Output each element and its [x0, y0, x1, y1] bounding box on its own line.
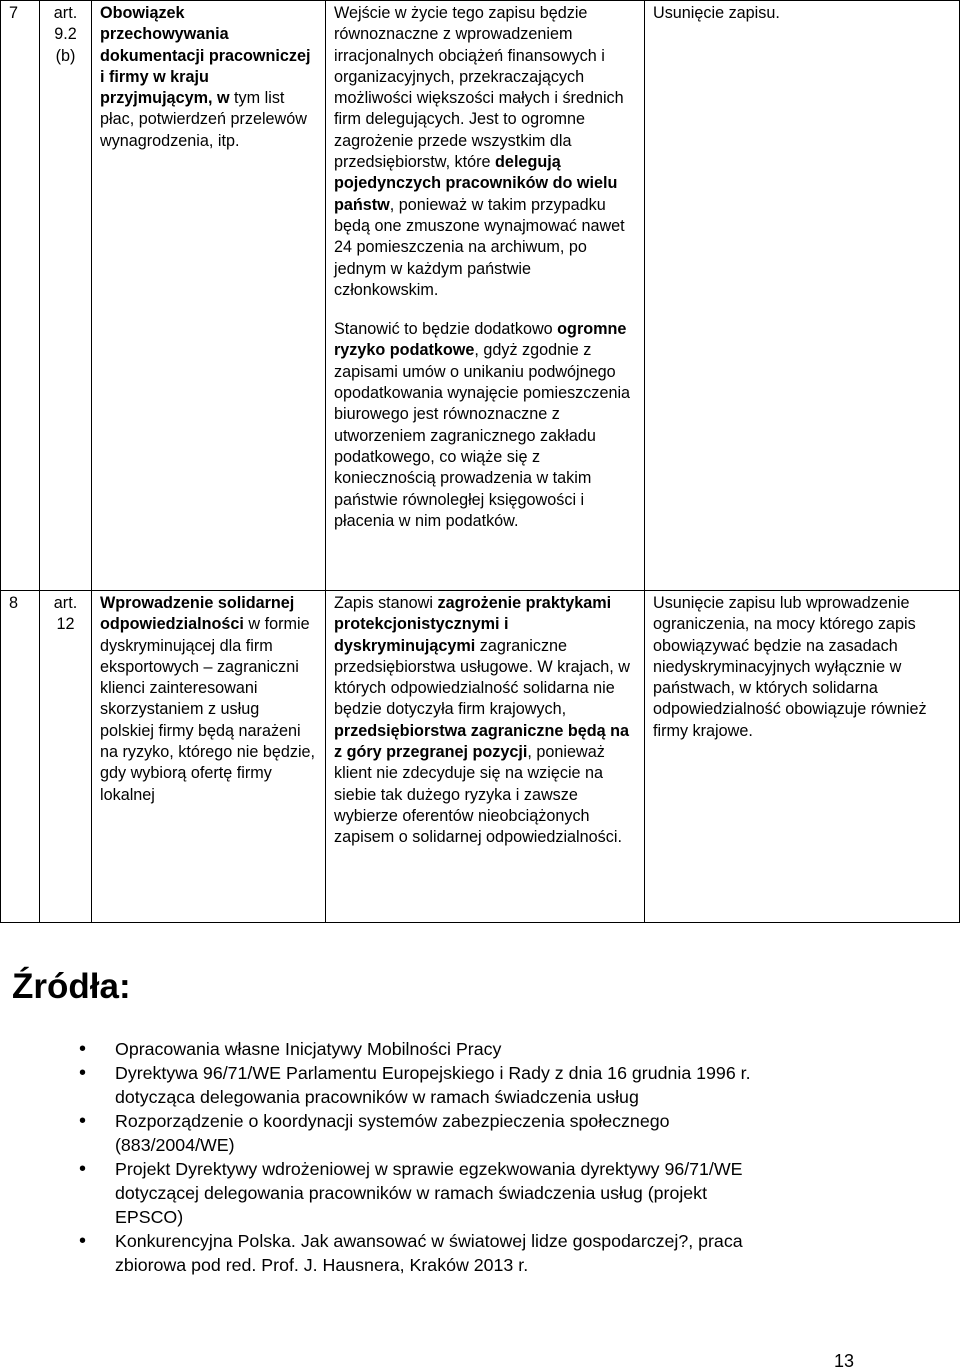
text-run: , ponieważ klient nie zdecyduje się na wzięcie na siebie tak dużego ryzyka i zawsze wybierze oferentów nieobciążonych zapisem o solidarnej odpowiedzialności.	[334, 743, 622, 847]
text-run: Stanowić to będzie dodatkowo	[334, 320, 558, 339]
bold-text: Obowiązek przechowywania dokumentacji pracowniczej i firmy w kraju przyjmującym, w	[100, 4, 311, 108]
source-item	[0, 1157, 854, 1229]
source-line: dotyczącej delegowania pracowników w ramach świadczenia usług (projekt	[115, 1183, 708, 1203]
text-run: zagraniczne przedsiębiorstwa usługowe. W krajach, w których odpowiedzialność solidarna nie będzie dotyczyła firm krajowych,	[334, 636, 630, 719]
source-line: • Projekt Dyrektywy wdrożeniowej w sprawie egzekwowania dyrektywy 96/71/WE	[115, 1159, 743, 1179]
source-line: • Konkurencyjna Polska. Jak awansować w światowej lidze gospodarczej?, praca	[115, 1231, 743, 1251]
cell-paragraph	[653, 593, 951, 742]
text-run: Zapis stanowi	[334, 594, 438, 612]
text-run: tym list płac, potwierdzeń przelewów wynagrodzenia, itp.	[100, 89, 307, 150]
bold-text: delegują pojedynczych pracowników do wielu państw	[334, 153, 618, 214]
issue-cell	[92, 591, 326, 923]
text-run: , gdyż zgodnie z zapisami umów o unikaniu podwójnego opodatkowania wynajęcie pomieszczenia biurowego jest równoznaczne z utworzeniem zagranicznego zakładu podatkowego, co wiąże się z koniecznością prowadzenia w takim państwie równoległej księgowości i płacenia w nim podatków.	[334, 341, 631, 530]
source-line: EPSCO)	[115, 1207, 184, 1227]
row-number: 8	[1, 591, 40, 923]
description-cell	[326, 1, 645, 591]
cell-paragraph	[100, 3, 317, 152]
page-number: 13	[833, 1351, 854, 1371]
source-line: • Opracowania własne Inicjatywy Mobilności Pracy	[115, 1039, 502, 1059]
sources-heading: Źródła:	[12, 967, 131, 1006]
bold-text: przedsiębiorstwa zagraniczne będą na z góry przegranej pozycji	[334, 721, 630, 762]
table-row	[1, 591, 960, 923]
text-run: Usunięcie zapisu.	[653, 4, 780, 22]
recommendation-cell	[645, 1, 960, 591]
bold-text: Wprowadzenie solidarnej odpowiedzialności	[100, 594, 295, 634]
cell-paragraph	[653, 3, 951, 24]
source-item	[0, 1061, 854, 1109]
text-run: Usunięcie zapisu lub wprowadzenie ograniczenia, na mocy którego zapis obowiązywać będzie na zasadach niedyskryminacyjnych wyłącznie w państwach, w których solidarna odpowiedzialność obowiązuje również firmy krajowe.	[653, 594, 927, 740]
cell-paragraph	[334, 593, 636, 849]
text-run: Wejście w życie tego zapisu będzie równoznaczne z wprowadzeniem irracjonalnych obciążeń finansowych i organizacyjnych, przekraczających możliwości większości małych i średnich firm delegujących. Jest to ogromne zagrożenie przede wszystkim dla przedsiębiorstw, które	[334, 4, 624, 172]
article-reference: art. 9.2 (b)	[40, 1, 92, 591]
description-cell	[326, 591, 645, 923]
bold-text: zagrożenie praktykami protekcjonistycznymi i dyskryminującymi	[334, 594, 612, 655]
source-line: • Dyrektywa 96/71/WE Parlamentu Europejskiego i Rady z dnia 16 grudnia 1996 r.	[115, 1063, 751, 1083]
article-reference: art. 12	[40, 591, 92, 923]
source-line: dotycząca delegowania pracowników w ramach świadczenia usług	[115, 1087, 639, 1107]
cell-paragraph	[334, 319, 636, 532]
cell-paragraph	[100, 593, 317, 806]
source-line: • Rozporządzenie o koordynacji systemów zabezpieczenia społecznego	[115, 1111, 670, 1131]
cell-paragraph	[334, 3, 636, 301]
bold-text: ogromne ryzyko podatkowe	[334, 320, 627, 360]
sources-list	[0, 1037, 854, 1277]
source-item	[0, 1037, 854, 1061]
issue-cell	[92, 1, 326, 591]
text-run: w formie dyskryminującej dla firm eksportowych – zagraniczni klienci zainteresowani skorzystaniem z usług polskiej firmy będą narażeni na ryzyko, którego nie będzie, gdy wybiorą ofertę firmy lokalnej	[100, 615, 316, 804]
source-item	[0, 1109, 854, 1157]
recommendation-cell	[645, 591, 960, 923]
row-number: 7	[1, 1, 40, 591]
table-row	[1, 1, 960, 591]
source-line: zbiorowa pod red. Prof. J. Hausnera, Kraków 2013 r.	[115, 1255, 529, 1275]
source-line: (883/2004/WE)	[115, 1135, 235, 1155]
source-item	[0, 1229, 854, 1277]
text-run: , ponieważ w takim przypadku będą one zmuszone wynajmować nawet 24 pomieszczenia na archiwum, po jednym w każdym państwie członkowskim.	[334, 195, 625, 299]
